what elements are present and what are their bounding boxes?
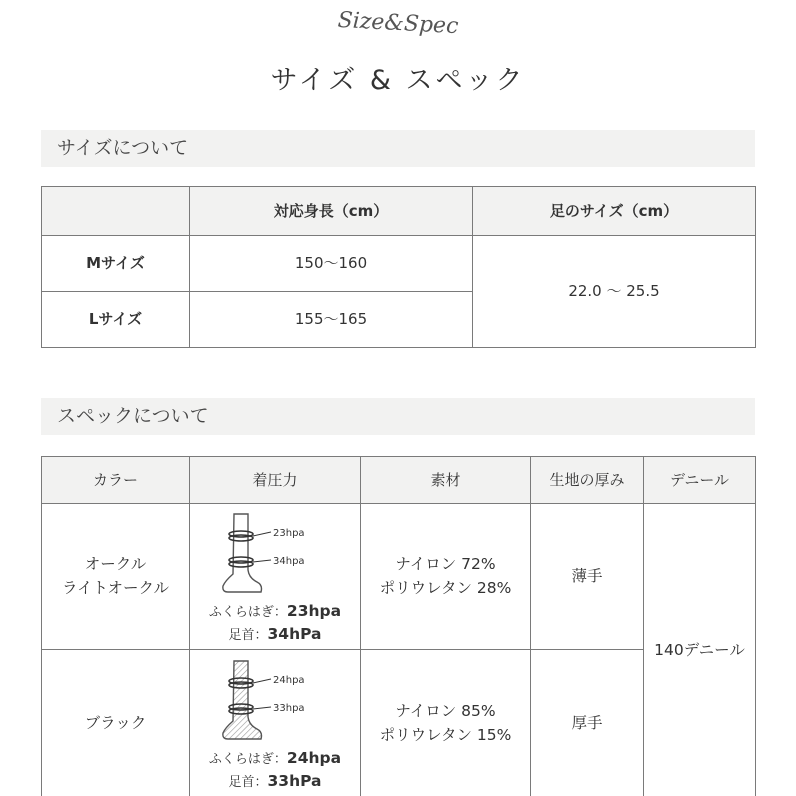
size-section-heading: サイズについて [41,130,755,167]
color-line2: ライトオークル [61,578,170,597]
material-line2: ポリウレタン 15% [379,725,512,744]
spec-col-pressure: 着圧力 [190,457,361,504]
spec-col-thickness: 生地の厚み [531,457,644,504]
size-col-foot: 足のサイズ（cm） [473,187,756,236]
calf-label: ふくらはぎ： [208,604,287,620]
material-cell [361,650,531,796]
ankle-callout: 33hpa [273,702,305,714]
size-col-blank [42,187,190,236]
size-height-m: 150〜160 [190,236,473,292]
spec-col-denier: デニール [644,457,756,504]
material-line1: ナイロン 85% [395,702,496,721]
ankle-value: 34hPa [267,624,322,643]
size-label-l: Lサイズ [42,292,190,348]
material-line2: ポリウレタン 28% [379,578,512,597]
spec-table [41,456,756,796]
calf-callout: 24hpa [273,674,305,686]
color-line1: オークル [84,555,147,574]
size-label-m: Mサイズ [42,236,190,292]
leg-diagram [205,655,345,745]
leg-diagram [205,508,345,598]
table-row [42,504,756,650]
size-col-height: 対応身長（cm） [190,187,473,236]
pressure-cell [190,650,361,796]
script-title-text: Size&Spec [337,7,459,40]
denier-cell: 140デニール [644,504,756,796]
ankle-value: 33hPa [267,771,322,790]
page-title: サイズ & スペック [270,65,526,96]
calf-callout: 23hpa [273,527,305,539]
ankle-label: 足首： [228,774,268,790]
color-cell [42,650,190,796]
thickness-cell: 厚手 [531,650,644,796]
pressure-cell [190,504,361,650]
color-cell [42,504,190,650]
calf-value: 24hpa [286,748,342,767]
thickness-cell: 薄手 [531,504,644,650]
spec-col-color: カラー [42,457,190,504]
spec-section-heading: スペックについて [41,398,755,435]
script-title [0,2,796,42]
calf-label: ふくらはぎ： [208,751,287,767]
calf-value: 23hpa [286,601,342,620]
ankle-callout: 34hpa [273,555,305,567]
table-row [42,236,756,292]
ankle-label: 足首： [228,627,268,643]
foot-size-value: 22.0 〜 25.5 [473,236,756,348]
size-table [41,186,756,348]
size-height-l: 155〜165 [190,292,473,348]
material-line1: ナイロン 72% [395,555,496,574]
spec-col-material: 素材 [361,457,531,504]
stocking-leg-icon [205,655,345,745]
stocking-leg-icon [205,508,345,598]
material-cell [361,504,531,650]
color-line1: ブラック [84,713,147,732]
